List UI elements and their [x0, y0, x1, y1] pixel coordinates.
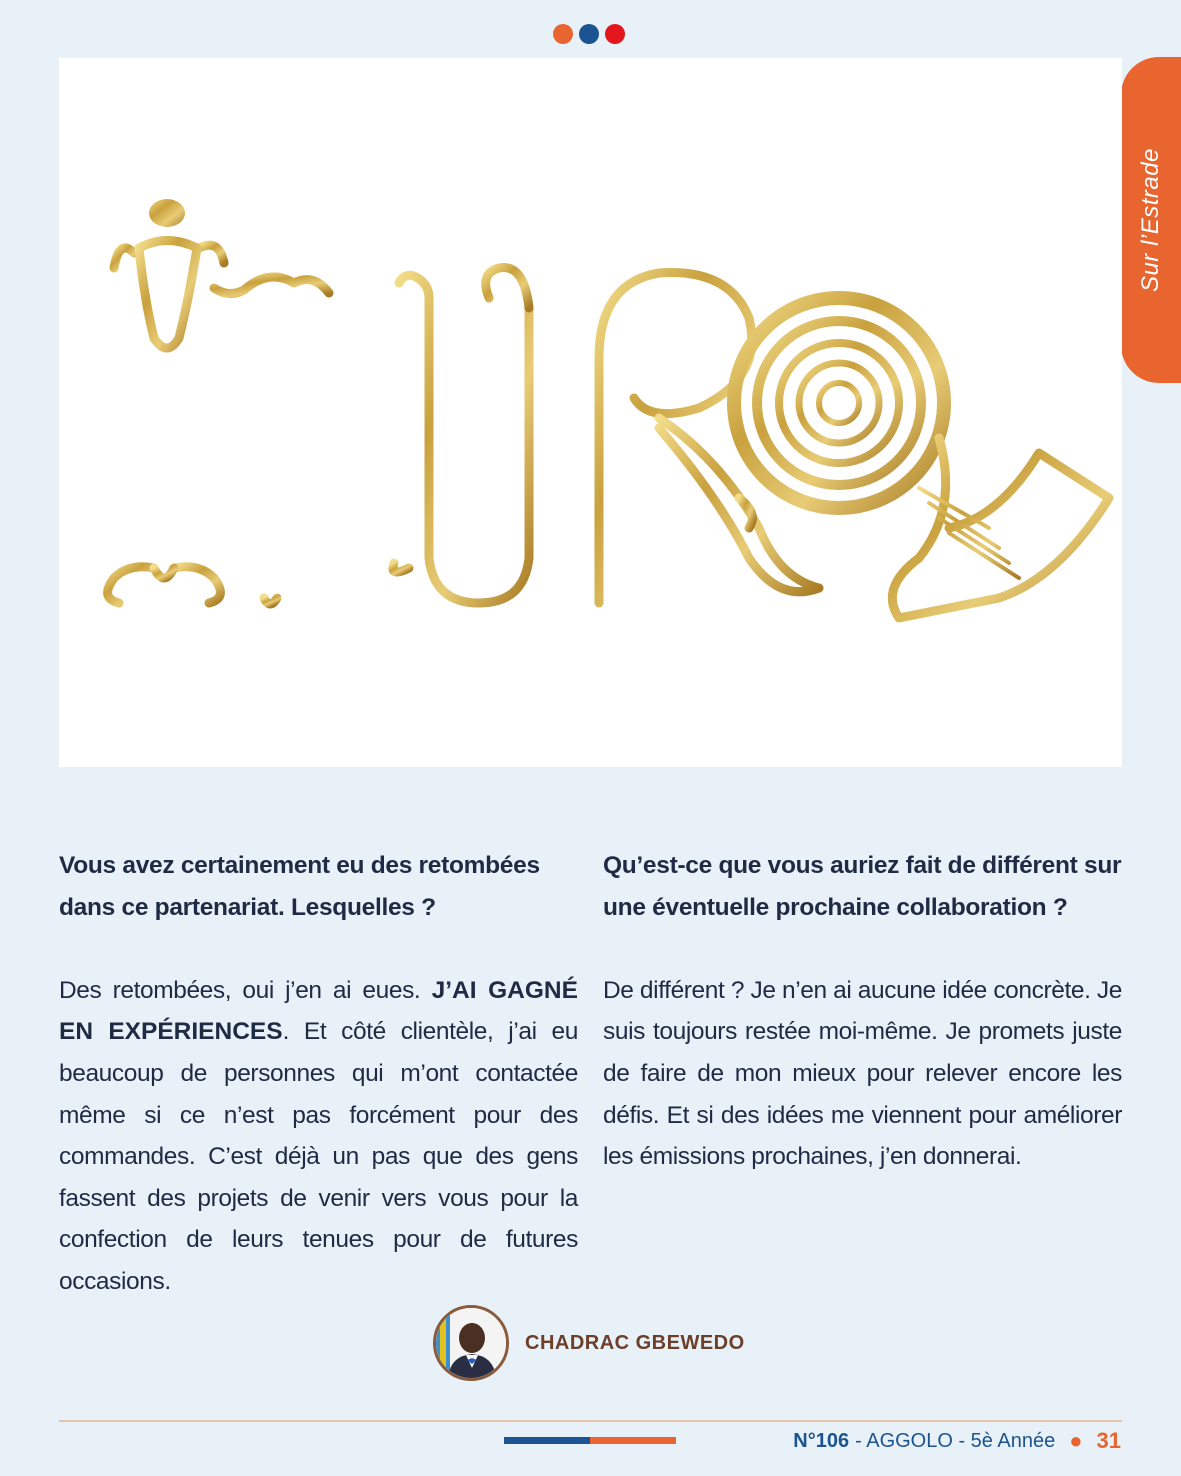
- footer-bar-orange: [590, 1437, 676, 1444]
- issue-number: N°106: [793, 1429, 850, 1452]
- footer-info: [793, 1428, 1121, 1454]
- author-name: [525, 1332, 745, 1355]
- left-answer-rest: . Et côté clientèle, j’ai eu beaucoup de personnes qui m’ont contactée même si ce n’est pas forcément pour des commandes. C’est déjà un pas que des gens fassent des projets de venir vers vous pour la confection de leurs tenues pour de futures occasions.: [59, 1018, 578, 1295]
- author-last-name: GBEWEDO: [635, 1331, 745, 1354]
- author-credit: [433, 1305, 745, 1381]
- page-number: 31: [1096, 1428, 1121, 1453]
- left-column: [59, 845, 578, 1303]
- author-first-name: CHADRAC: [525, 1331, 630, 1354]
- section-tab: [1121, 57, 1181, 383]
- left-question: Vous avez certainement eu des retombées dans ce partenariat. Lesquelles ?: [59, 852, 540, 921]
- section-tab-label: Sur l’Estrade: [1137, 148, 1165, 292]
- ituro-gold-logo-icon: [59, 58, 1122, 767]
- blue-dot: [579, 24, 599, 44]
- logo-panel: [59, 58, 1122, 767]
- author-photo-icon: [436, 1308, 506, 1378]
- footer-divider: [59, 1420, 1122, 1422]
- left-answer-intro: Des retombées, oui j’en ai eues.: [59, 976, 421, 1004]
- left-answer-emphasis: J’AI GAGNÉ EN EXPÉRIENCES: [59, 976, 578, 1046]
- right-question: Qu’est-ce que vous auriez fait de différent sur une éventuelle prochaine collaboration ?: [603, 852, 1122, 921]
- footer-bar-blue: [504, 1437, 590, 1444]
- footer-color-bar: [504, 1437, 676, 1444]
- left-answer: [59, 970, 578, 1303]
- avatar: [433, 1305, 509, 1381]
- magazine-name: - AGGOLO - 5è Année: [855, 1429, 1056, 1452]
- right-column: [603, 845, 1122, 1178]
- red-dot: [605, 24, 625, 44]
- footer-bullet-icon: ●: [1069, 1428, 1083, 1453]
- orange-dot: [553, 24, 573, 44]
- header-dots: [553, 24, 625, 44]
- right-answer: De différent ? Je n’en ai aucune idée concrète. Je suis toujours restée moi-même. Je promets juste de faire de mon mieux pour relever encore les défis. Et si des idées me viennent pour améliorer les émissions prochaines, j’en donnerai.: [603, 976, 1122, 1171]
